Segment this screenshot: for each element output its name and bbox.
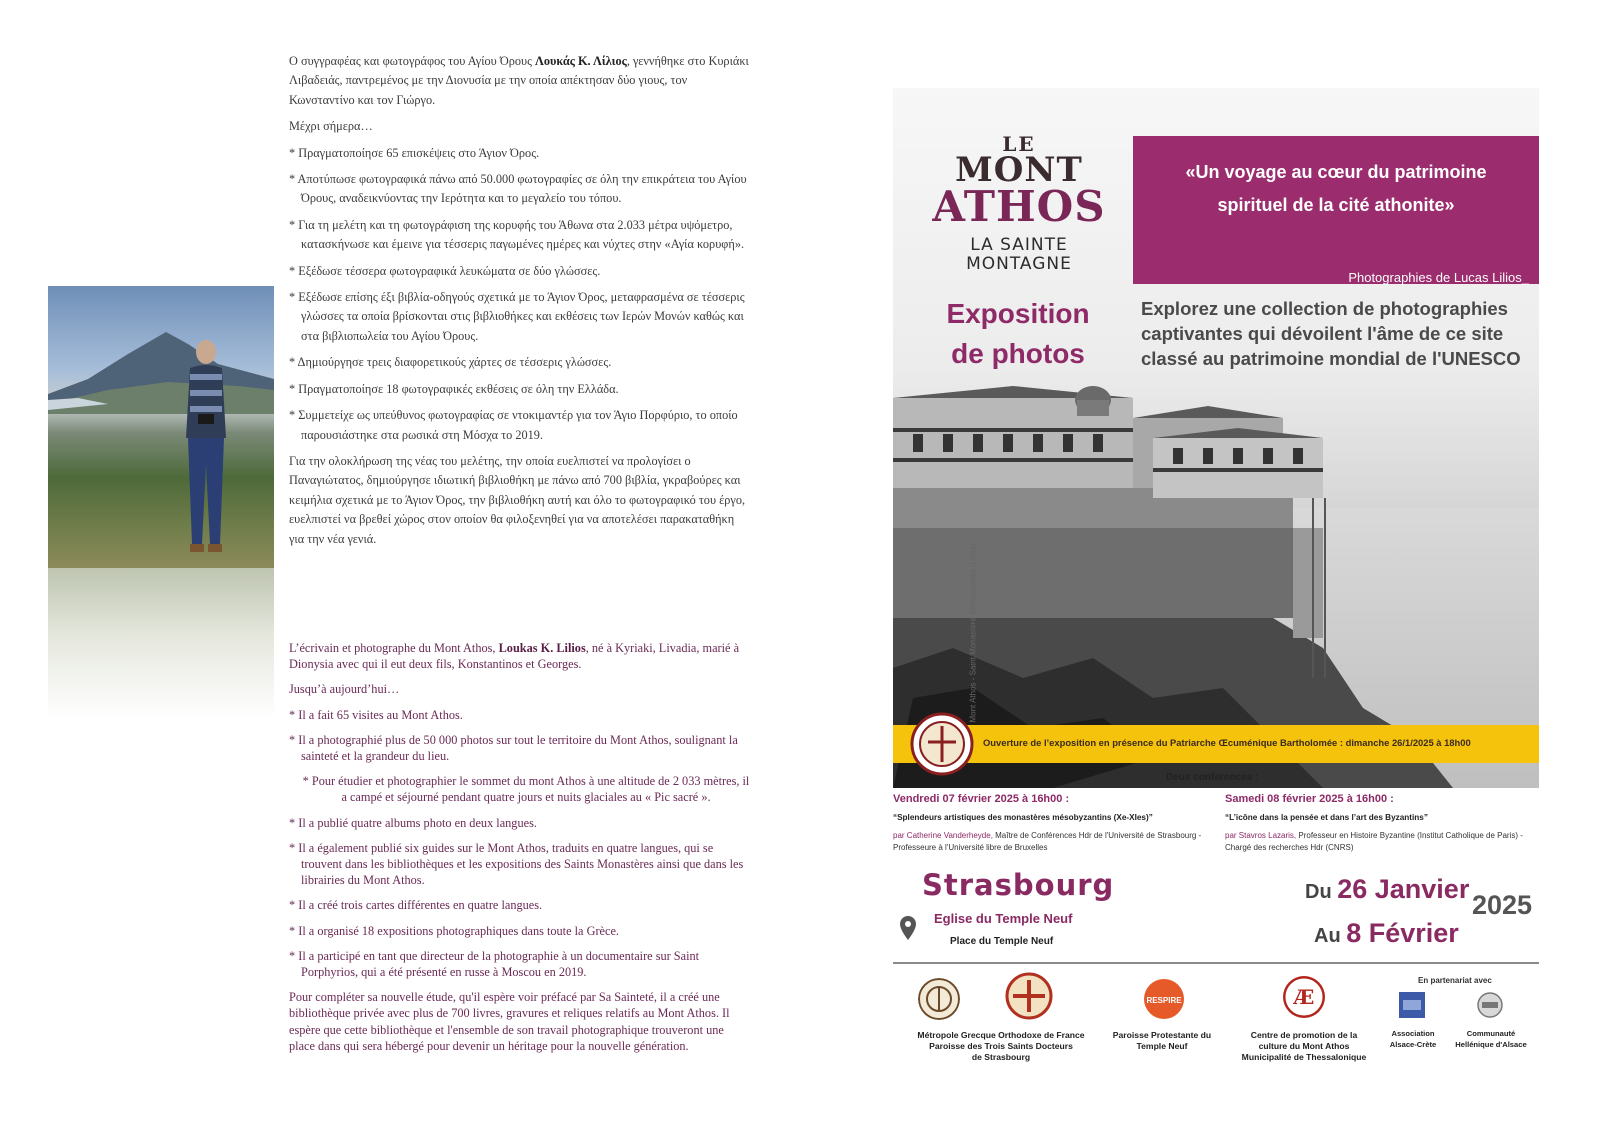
french-biography (289, 640, 751, 1063)
logo-la-sainte-montagne: LA SAINTE MONTAGNE (966, 235, 1072, 274)
author-photo (48, 286, 274, 568)
divider (893, 962, 1539, 964)
conference-2-speaker: par Stavros Lazaris, Professeur en Histoire Byzantine (Institut Catholique de Paris) - Chargé des recherches Hdr (CNRS) (1225, 831, 1523, 852)
greek-bullet: * Αποτύπωσε φωτογραφικά πάνω από 50.000 φωτογραφίες σε όλη την επικράτεια του Αγίου Όρους, αναδεικνύοντας την Ιερότητα και το μεγαλείο του τόπου. (289, 172, 747, 206)
conference-2-title: “L’icône dans la pensée et dans l’art des Byzantins” (1225, 813, 1428, 822)
venue-address: Place du Temple Neuf (950, 936, 1054, 947)
french-bullet: * Pour étudier et photographier le sommet du mont Athos à une altitude de 2 033 mètres, il a campé et séjourné pendant quatre jours et nuits glaciales au « Pic sacré ». (302, 774, 750, 805)
greek-until: Μέχρι σήμερα… (289, 119, 373, 134)
date-to: Au 8 Février (1314, 918, 1459, 948)
french-intro: L’écrivain et photographe du Mont Athos, Loukas K. Lilios, né à Kyriaki, Livadia, marié à Dionysia avec qui il eut deux fils, Konstantinos et Georges. (289, 641, 740, 672)
logo-le: LE (1002, 132, 1036, 156)
partner-hellenique: Communauté Hellénique d'Alsace (1455, 1029, 1527, 1049)
french-bullet: * Il a photographié plus de 50 000 photos sur tout le territoire du Mont Athos, soulignant la sainteté et la grandeur du lieu. (289, 732, 738, 764)
explore-text: Explorez une collection de photographies captivantes qui dévoilent l'âme de ce site classé au patrimoine mondial de l'UNESCO (1141, 298, 1521, 369)
partner-metropole: Métropole Grecque Orthodoxe de France Paroisse des Trois Saints Docteurs de Strasbourg (917, 1030, 1085, 1062)
greek-intro: Ο συγγραφέας και φωτογράφος του Αγίου Όρους Λουκάς Κ. Λίλιος, γεννήθηκε στο Κυριάκι Λιβαδειάς, παντρεμένος με την Διονυσία με την οποία απέκτησαν δύο γιους, τον Κωνσταντίνο και τον Γιώργο. (289, 54, 749, 107)
date-year: 2025 (1472, 890, 1533, 920)
greek-bullet: * Συμμετείχε ως υπεύθυνος φωτογραφίας σε ντοκιμαντέρ για τον Άγιο Πορφύριο, το οποίο παρουσιάστηκε στα ρωσικά στη Μόσχα το 2019. (289, 408, 738, 442)
greek-bullet: * Δημιούργησε τρεις διαφορετικούς χάρτες σε τέσσερις γλώσσες. (289, 355, 612, 370)
date-from: Du 26 Janvier (1305, 874, 1470, 904)
greek-bullet: * Πραγματοποίησε 18 φωτογραφικές εκθέσεις σε όλη την Ελλάδα. (289, 381, 619, 396)
french-bullet: * Il a organisé 18 expositions photographiques dans toute la Grèce. (289, 923, 620, 938)
venue-name: Eglise du Temple Neuf (934, 911, 1073, 926)
greek-bullet: * Εξέδωσε τέσσερα φωτογραφικά λευκώματα σε δύο γλώσσες. (289, 263, 601, 278)
metropole-logo-icon (918, 978, 960, 1020)
conferences-heading: Deux conferences : (1166, 772, 1259, 783)
photographer-byline: Photographies de Lucas Lilios_ (1348, 270, 1529, 285)
partner-centre-athos: Centre de promotion de la culture du Mont Athos Municipalité de Thessalonique (1241, 1030, 1367, 1062)
athos-centre-logo-icon (1283, 976, 1325, 1018)
person-figure (176, 334, 236, 564)
french-bullet: * Il a publié quatre albums photo en deux langues. (289, 815, 537, 830)
french-bullet: * Il a également publié six guides sur le Mont Athos, traduits en quatre langues, qui se trouvent dans les bibliothèques et les expositions des Saints Monastères ainsi que dans les librairies du Mont Athos. (289, 840, 744, 888)
greek-bullet: * Εξέδωσε επίσης έξι βιβλία-οδηγούς σχετικά με το Άγιον Όρος, μεταφρασμένα σε τέσσερις γλώσσες τα οποία βρίσκονται στις βιβλιοθήκες και εκθέσεις των Ιερών Μονών καθώς και στα βιβλιοπωλεία του Αγίου Όρους. (289, 290, 745, 343)
conference-1-title: “Splendeurs artistiques des monastères mésobyzantins (Xe-XIes)” (893, 813, 1153, 822)
city-name: Strasbourg (922, 868, 1115, 902)
respire-logo-icon (1143, 978, 1185, 1020)
svg-text:Æ: Æ (1293, 985, 1315, 1009)
greek-biography (289, 52, 751, 556)
greek-bullet: * Πραγματοποίησε 65 επισκέψεις στο Άγιον Όρος. (289, 145, 540, 160)
conference-2 (1225, 793, 1539, 854)
author-photo-reflection (48, 568, 274, 718)
hellenique-logo-icon (1477, 992, 1503, 1018)
french-closing: Pour compléter sa nouvelle étude, qu'il espère voir préfacé par Sa Sainteté, il a créé une bibliothèque privée avec plus de 700 livres, gravures et reliques relatifs au Mont Athos. Il espère que cette bibliothèque et l'ensemble de son travail photographique trouveront une place dans qui sera hébergé pour devenir un héritage pour la nouvelle génération. (289, 990, 730, 1053)
paroisse-logo-icon (1005, 972, 1053, 1020)
location-pin-icon (900, 916, 916, 940)
photo-credit: Mont Athos - Saint Monastère Simonopetra (Lilios) (968, 543, 978, 723)
french-author-name: Loukas K. Lilios (498, 641, 586, 655)
conference-1 (893, 793, 1223, 854)
respire-logo-text: RESPIRE (1146, 996, 1182, 1005)
quote-text: «Un voyage au cœur du patrimoine spirituel de la cité athonite» (1185, 162, 1487, 215)
greek-bullet: * Για τη μελέτη και τη φωτογράφιση της κορυφής του Άθωνα στα 2.033 μέτρα υψόμετρο, κατασκήνωσε και έμεινε για τέσσερις παγωμένες ημέρες και νύχτες στην «Αγία κορυφή». (289, 217, 745, 252)
french-bullet: * Il a fait 65 visites au Mont Athos. (289, 707, 463, 722)
french-bullet: * Il a participé en tant que directeur de la photographie à un documentaire sur Saint Porphyrios, qui a été présenté en russe à Moscou en 2019. (289, 948, 700, 980)
exhibition-title: Exposition de photos (946, 298, 1090, 369)
conference-1-speaker: par Catherine Vanderheyde, Maître de Conférences Hdr de l'Université de Strasbourg - Professeure à l'Université libre de Bruxelles (893, 831, 1202, 852)
logo-mont: MONT (955, 150, 1083, 190)
mountain-shape (48, 324, 274, 414)
greek-author-name: Λουκάς Κ. Λίλιος (535, 54, 627, 68)
alsace-crete-logo-icon (1399, 992, 1425, 1018)
quote-banner (1133, 136, 1539, 284)
greek-closing: Για την ολοκλήρωση της νέας του μελέτης, την οποία ευελπιστεί να προλογίσει ο Παναγιώτατος, δημιούργησε ιδιωτική βιβλιοθήκη με πάνω από 700 βιβλία, γκραβούρες και κειμήλια σχετικά με το Άγιον Όρος, την βιβλιοθήκη αυτή και όλο το φωτογραφικό του έργο, ευελπιστεί να βρεθεί χώρος στον οποίον θα φιλοξενηθεί για να αποτελέσει παρακαταθήκη για την νέα γενιά. (289, 453, 746, 546)
conference-1-date: Vendredi 07 février 2025 à 16h00 : (893, 793, 1070, 805)
logo-athos: ATHOS (932, 182, 1106, 231)
french-until: Jusqu’à aujourd’hui… (289, 682, 400, 697)
conference-2-date: Samedi 08 février 2025 à 16h00 : (1225, 793, 1394, 805)
opening-text: Ouverture de l’exposition en présence du Patriarche Œcuménique Bartholomée : dimanche 26/1/2025 à 18h00 (983, 737, 1471, 748)
partner-paroisse-protestante: Paroisse Protestante du Temple Neuf (1112, 1030, 1212, 1051)
french-bullet: * Il a créé trois cartes différentes en quatre langues. (289, 898, 543, 913)
partner-alsace-crete: Association Alsace-Crète (1389, 1029, 1437, 1049)
partners-heading: En partenariat avec (1418, 976, 1492, 985)
opening-strip (893, 725, 1539, 763)
patriarchate-seal-icon (910, 712, 974, 776)
exhibition-poster (893, 88, 1539, 788)
